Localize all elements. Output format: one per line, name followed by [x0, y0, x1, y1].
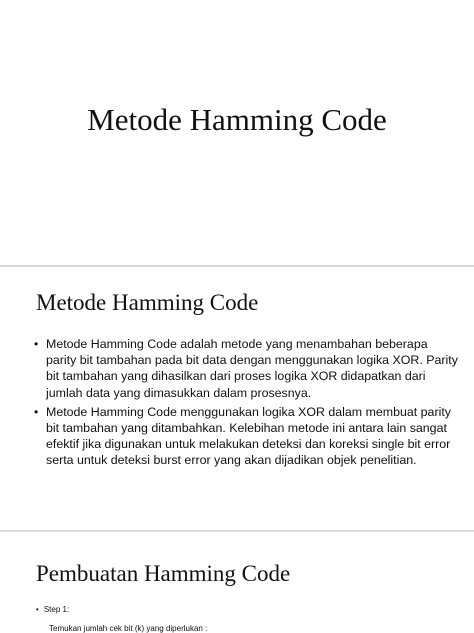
- bullet-text: Metode Hamming Code adalah metode yang menambahan beberapa parity bit tambahan pada bit data dengan menggunakan logika XOR. Parity bit tambahan yang dihasilkan dari proses logika XOR didapatkan dari jumlah data yang dimasukkan dalam prosesnya.: [46, 337, 458, 400]
- slide-heading: Metode Hamming Code: [36, 290, 259, 315]
- slide-title: Metode Hamming Code: [87, 102, 387, 137]
- step-label: Step 1:: [43, 605, 70, 614]
- substep-text: Temukan jumlah cek bit (k) yang diperlukan :: [49, 624, 208, 633]
- title-slide: [0, 0, 474, 265]
- bullet-list: [34, 336, 460, 472]
- slide-divider: [0, 265, 474, 267]
- bullet-item: [34, 336, 460, 401]
- bullet-icon: •: [34, 337, 39, 351]
- step-item: [36, 605, 69, 614]
- bullet-icon: •: [36, 605, 39, 614]
- bullet-text: Metode Hamming Code menggunakan logika XOR dalam membuat parity bit tambahan yang ditambahkan. Kelebihan metode ini antara lain sangat efektif jika digunakan untuk melakukan deteksi dan koreksi single bit error serta untuk deteksi burst error yang akan dijadikan objek penelitian.: [46, 404, 451, 468]
- bullet-icon: •: [34, 404, 39, 419]
- content-slide-2: [0, 533, 474, 632]
- content-slide-1: [0, 268, 474, 530]
- slide-heading: Pembuatan Hamming Code: [36, 561, 291, 586]
- slide-divider: [0, 530, 474, 532]
- bullet-item: [34, 404, 460, 469]
